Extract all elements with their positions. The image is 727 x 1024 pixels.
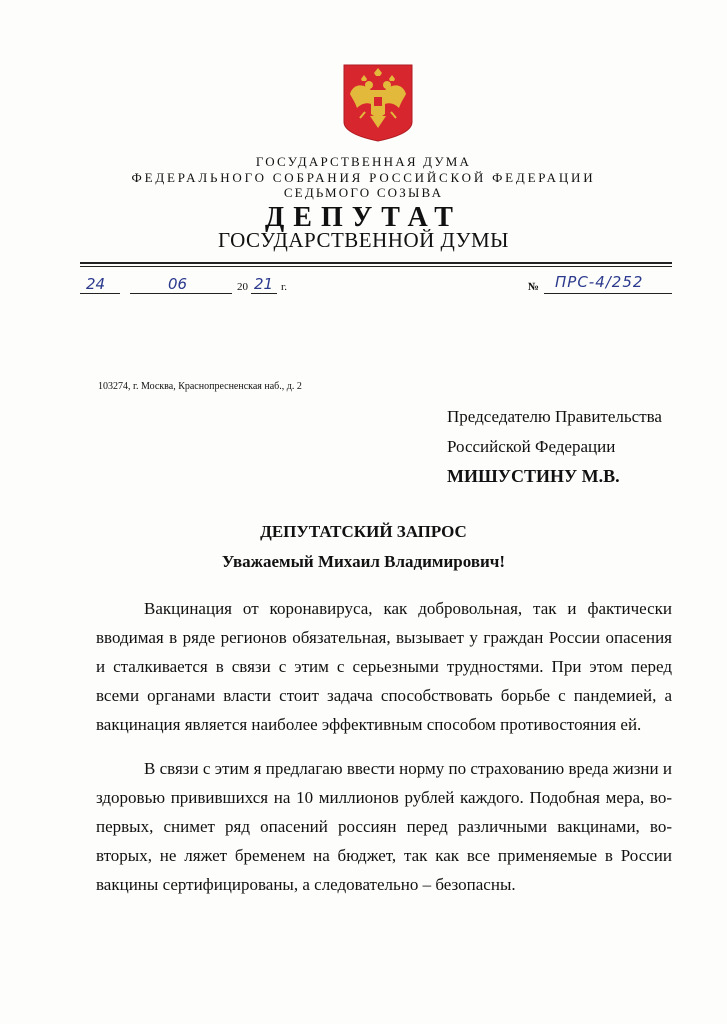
date-year-prefix: 20: [237, 281, 248, 293]
addressee-line-2: Российской Федерации: [447, 437, 616, 456]
letter-greeting: Уважаемый Михаил Владимирович!: [221, 552, 506, 571]
paragraph-2: В связи с этим я предлагаю ввести норму по страхованию вреда жизни и здоровью привившихся на 10 миллионов рублей каждого. Подобная мера, во-первых, снимет ряд опасений россиян перед различными вакцинами, во-вторых, не ляжет бременем на бюджет, так как все применяемые в России вакцины сертифицированы, а следовательно – безопасны.: [96, 759, 672, 894]
sender-address: 103274, г. Москва, Краснопресненская наб., д. 2: [98, 381, 302, 392]
paragraph-1: Вакцинация от коронавируса, как добровольная, так и фактически вводимая в ряде регионов обязательная, вызывает у граждан России опасения и сталкивается в связи с этим с серьезными трудностями. При этом перед всеми органами власти стоит задача способствовать борьбе с пандемией, а вакцинация является наиболее эффективным способом противостояния ей.: [96, 599, 672, 734]
header-title: ДЕПУТАТ: [265, 202, 462, 233]
date-year-unit: г.: [281, 281, 288, 293]
date-day: 24: [86, 275, 106, 293]
header-subtitle: ГОСУДАРСТВЕННОЙ ДУМЫ: [218, 228, 509, 252]
date-month: 06: [168, 275, 188, 293]
letter-number: ПРС-4/252: [555, 273, 644, 291]
header-line-2: ФЕДЕРАЛЬНОГО СОБРАНИЯ РОССИЙСКОЙ ФЕДЕРАЦИИ: [131, 170, 596, 185]
number-line: [544, 292, 672, 294]
addressee-name: МИШУСТИНУ М.В.: [447, 466, 620, 486]
number-label: №: [528, 281, 540, 293]
header-rule-thin: [80, 266, 672, 267]
letter-title: ДЕПУТАТСКИЙ ЗАПРОС: [260, 522, 467, 541]
coat-of-arms-icon: [343, 64, 413, 142]
header-line-3: СЕДЬМОГО СОЗЫВА: [283, 185, 444, 200]
date-year-suffix: 21: [254, 275, 274, 293]
addressee-line-1: Председателю Правительства: [447, 407, 662, 426]
header-rule: [80, 262, 672, 264]
header-line-1: ГОСУДАРСТВЕННАЯ ДУМА: [255, 154, 472, 169]
